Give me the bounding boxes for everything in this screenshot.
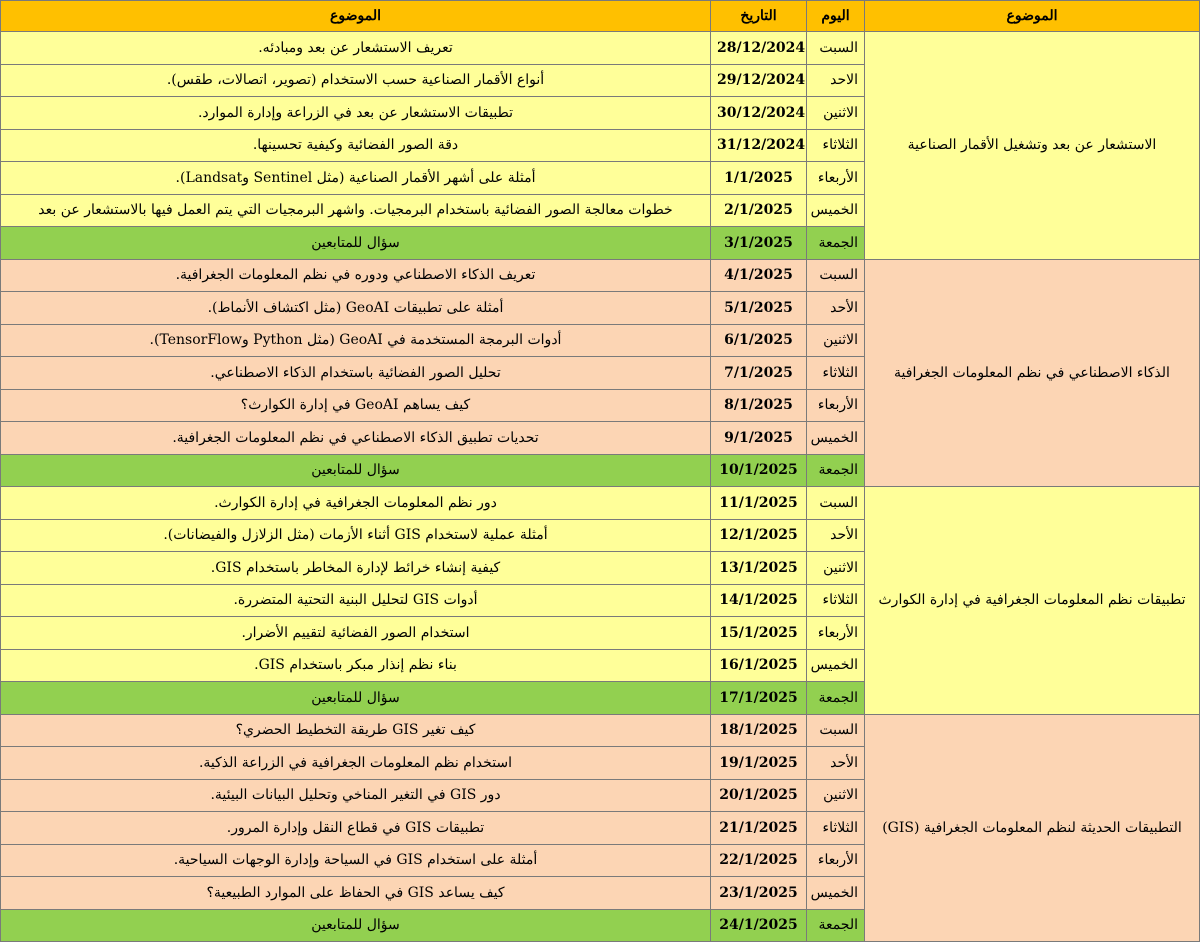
day-cell: الاثنين bbox=[807, 552, 865, 585]
day-cell: السبت bbox=[807, 714, 865, 747]
date-cell: 21/1/2025 bbox=[711, 812, 807, 845]
day-cell: الخميس bbox=[807, 422, 865, 455]
day-cell: الأربعاء bbox=[807, 389, 865, 422]
day-cell: الثلاثاء bbox=[807, 584, 865, 617]
date-cell: 7/1/2025 bbox=[711, 357, 807, 390]
day-cell: الثلاثاء bbox=[807, 357, 865, 390]
day-cell: الأحد bbox=[807, 747, 865, 780]
day-cell: الثلاثاء bbox=[807, 129, 865, 162]
date-cell: 16/1/2025 bbox=[711, 649, 807, 682]
date-cell: 28/12/2024 bbox=[711, 32, 807, 65]
table-body bbox=[1, 32, 1200, 942]
day-cell: الاثنين bbox=[807, 97, 865, 130]
day-cell: الثلاثاء bbox=[807, 812, 865, 845]
day-cell: السبت bbox=[807, 487, 865, 520]
table-row bbox=[1, 32, 1200, 65]
topic-cell: أدوات GIS لتحليل البنية التحتية المتضررة. bbox=[1, 584, 711, 617]
topic-cell: أنواع الأقمار الصناعية حسب الاستخدام (تصوير، اتصالات، طقس). bbox=[1, 64, 711, 97]
day-cell: الخميس bbox=[807, 877, 865, 910]
topic-cell: تطبيقات الاستشعار عن بعد في الزراعة وإدارة الموارد. bbox=[1, 97, 711, 130]
header-day: اليوم bbox=[807, 1, 865, 32]
header-topic: الموضوع bbox=[1, 1, 711, 32]
day-cell: الجمعة bbox=[807, 909, 865, 942]
day-cell: الجمعة bbox=[807, 454, 865, 487]
topic-cell: أمثلة على أشهر الأقمار الصناعية (مثل Sentinel وLandsat). bbox=[1, 162, 711, 195]
table-row bbox=[1, 259, 1200, 292]
topic-cell: دقة الصور الفضائية وكيفية تحسينها. bbox=[1, 129, 711, 162]
day-cell: الاحد bbox=[807, 64, 865, 97]
day-cell: الأربعاء bbox=[807, 844, 865, 877]
day-cell: الأربعاء bbox=[807, 617, 865, 650]
topic-cell: تحديات تطبيق الذكاء الاصطناعي في نظم المعلومات الجغرافية. bbox=[1, 422, 711, 455]
topic-cell: أمثلة على استخدام GIS في السياحة وإدارة الوجهات السياحية. bbox=[1, 844, 711, 877]
date-cell: 14/1/2025 bbox=[711, 584, 807, 617]
question-cell: سؤال للمتابعين bbox=[1, 227, 711, 260]
question-cell: سؤال للمتابعين bbox=[1, 454, 711, 487]
topic-cell: دور GIS في التغير المناخي وتحليل البيانات البيئية. bbox=[1, 779, 711, 812]
header-date: التاريخ bbox=[711, 1, 807, 32]
section-title: الاستشعار عن بعد وتشغيل الأقمار الصناعية bbox=[865, 32, 1200, 260]
topic-cell: أمثلة عملية لاستخدام GIS أثناء الأزمات (مثل الزلازل والفيضانات). bbox=[1, 519, 711, 552]
topic-cell: استخدام نظم المعلومات الجغرافية في الزراعة الذكية. bbox=[1, 747, 711, 780]
topic-cell: تحليل الصور الفضائية باستخدام الذكاء الاصطناعي. bbox=[1, 357, 711, 390]
day-cell: الجمعة bbox=[807, 227, 865, 260]
question-cell: سؤال للمتابعين bbox=[1, 682, 711, 715]
date-cell: 30/12/2024 bbox=[711, 97, 807, 130]
date-cell: 4/1/2025 bbox=[711, 259, 807, 292]
table-row bbox=[1, 487, 1200, 520]
date-cell: 10/1/2025 bbox=[711, 454, 807, 487]
topic-cell: تعريف الذكاء الاصطناعي ودوره في نظم المعلومات الجغرافية. bbox=[1, 259, 711, 292]
date-cell: 1/1/2025 bbox=[711, 162, 807, 195]
table-row bbox=[1, 714, 1200, 747]
date-cell: 13/1/2025 bbox=[711, 552, 807, 585]
date-cell: 3/1/2025 bbox=[711, 227, 807, 260]
topic-cell: تطبيقات GIS في قطاع النقل وإدارة المرور. bbox=[1, 812, 711, 845]
topic-cell: كيف يساعد GIS في الحفاظ على الموارد الطبيعية؟ bbox=[1, 877, 711, 910]
header-section: الموضوع bbox=[865, 1, 1200, 32]
question-cell: سؤال للمتابعين bbox=[1, 909, 711, 942]
date-cell: 23/1/2025 bbox=[711, 877, 807, 910]
day-cell: السبت bbox=[807, 32, 865, 65]
date-cell: 24/1/2025 bbox=[711, 909, 807, 942]
date-cell: 22/1/2025 bbox=[711, 844, 807, 877]
date-cell: 12/1/2025 bbox=[711, 519, 807, 552]
date-cell: 5/1/2025 bbox=[711, 292, 807, 325]
topic-cell: كيفية إنشاء خرائط لإدارة المخاطر باستخدام GIS. bbox=[1, 552, 711, 585]
date-cell: 2/1/2025 bbox=[711, 194, 807, 227]
topic-cell: تعريف الاستشعار عن بعد ومبادئه. bbox=[1, 32, 711, 65]
section-title: التطبيقات الحديثة لنظم المعلومات الجغرافية (GIS) bbox=[865, 714, 1200, 942]
day-cell: السبت bbox=[807, 259, 865, 292]
day-cell: الجمعة bbox=[807, 682, 865, 715]
date-cell: 11/1/2025 bbox=[711, 487, 807, 520]
topic-cell: استخدام الصور الفضائية لتقييم الأضرار. bbox=[1, 617, 711, 650]
topic-cell: دور نظم المعلومات الجغرافية في إدارة الكوارث. bbox=[1, 487, 711, 520]
topic-cell: بناء نظم إنذار مبكر باستخدام GIS. bbox=[1, 649, 711, 682]
header-row bbox=[1, 1, 1200, 32]
day-cell: الخميس bbox=[807, 194, 865, 227]
day-cell: الأربعاء bbox=[807, 162, 865, 195]
date-cell: 17/1/2025 bbox=[711, 682, 807, 715]
section-title: تطبيقات نظم المعلومات الجغرافية في إدارة الكوارث bbox=[865, 487, 1200, 715]
topic-cell: كيف تغير GIS طريقة التخطيط الحضري؟ bbox=[1, 714, 711, 747]
table-header bbox=[1, 1, 1200, 32]
date-cell: 8/1/2025 bbox=[711, 389, 807, 422]
date-cell: 19/1/2025 bbox=[711, 747, 807, 780]
date-cell: 18/1/2025 bbox=[711, 714, 807, 747]
date-cell: 6/1/2025 bbox=[711, 324, 807, 357]
date-cell: 9/1/2025 bbox=[711, 422, 807, 455]
day-cell: الخميس bbox=[807, 649, 865, 682]
date-cell: 15/1/2025 bbox=[711, 617, 807, 650]
day-cell: الأحد bbox=[807, 519, 865, 552]
topic-cell: كيف يساهم GeoAI في إدارة الكوارث؟ bbox=[1, 389, 711, 422]
topic-cell: أدوات البرمجة المستخدمة في GeoAI (مثل Python وTensorFlow). bbox=[1, 324, 711, 357]
topic-cell: أمثلة على تطبيقات GeoAI (مثل اكتشاف الأنماط). bbox=[1, 292, 711, 325]
date-cell: 20/1/2025 bbox=[711, 779, 807, 812]
date-cell: 31/12/2024 bbox=[711, 129, 807, 162]
day-cell: الأحد bbox=[807, 292, 865, 325]
section-title: الذكاء الاصطناعي في نظم المعلومات الجغرافية bbox=[865, 259, 1200, 487]
date-cell: 29/12/2024 bbox=[711, 64, 807, 97]
day-cell: الاثنين bbox=[807, 324, 865, 357]
topic-cell: خطوات معالجة الصور الفضائية باستخدام البرمجيات. واشهر البرمجيات التي يتم العمل فيها بالاستشعار عن بعد bbox=[1, 194, 711, 227]
day-cell: الاثنين bbox=[807, 779, 865, 812]
